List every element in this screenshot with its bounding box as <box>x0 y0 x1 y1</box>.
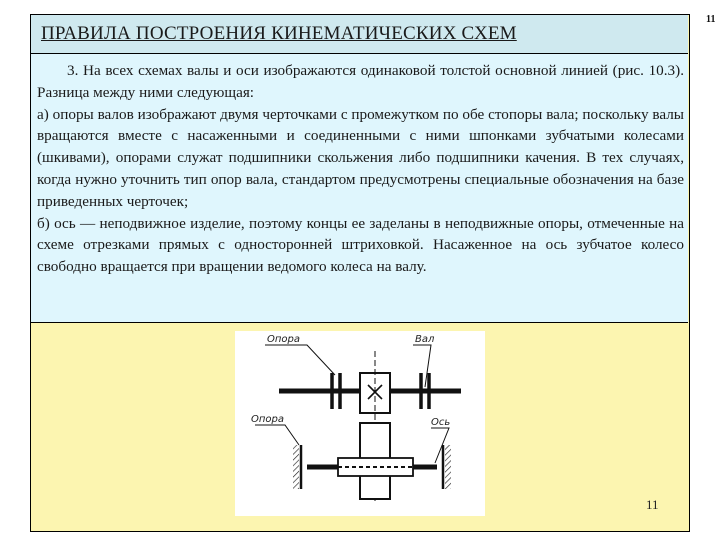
paragraph-shaft: а) опоры валов изображают двумя черточками с промежутком по обе стопоры вала; поскольку валы вращаются вместе с насаженными и соединенными с ними шпонками зубчатыми колесами (шкивами), опорами служат подшипники скольжения либо подшипники качения. В тех случаях, когда нужно уточнить тип опор вала, стандартом предусмотрены специальные обозначения на базе приведенных черточек; <box>37 105 684 210</box>
diagram-svg <box>235 331 485 516</box>
leader-opora-top <box>265 345 335 375</box>
slide-frame <box>30 14 690 532</box>
paragraph-intro: 3. На всех схемах валы и оси изображаются одинаковой толстой основной линией (рис. 10.3). Разница между ними следующая: <box>37 62 684 101</box>
slide-title: ПРАВИЛА ПОСТРОЕНИЯ КИНЕМАТИЧЕСКИХ СХЕМ <box>41 23 517 44</box>
text-block <box>31 54 688 323</box>
axle-support-left-hatch <box>293 445 299 489</box>
figure-shaft-axle-diagram <box>235 331 485 516</box>
axle-support-right-hatch <box>445 445 451 489</box>
label-opora-bottom: Опора <box>251 414 285 425</box>
label-os: Ось <box>431 417 451 428</box>
paragraph-axle: б) ось — неподвижное изделие, поэтому концы ее заделаны в неподвижные опоры, отмеченные на схеме отрезками прямых с односторонней штриховкой. Насаженное на ось зубчатое колесо свободно вращается при вращении ведомого колеса на валу. <box>37 214 684 276</box>
corner-page-number: 11 <box>706 14 716 25</box>
page-number: 11 <box>646 497 659 512</box>
label-opora-top: Опора <box>267 334 301 345</box>
label-val: Вал <box>415 334 435 345</box>
title-bar <box>31 15 688 54</box>
leader-opora-bottom <box>255 425 299 445</box>
